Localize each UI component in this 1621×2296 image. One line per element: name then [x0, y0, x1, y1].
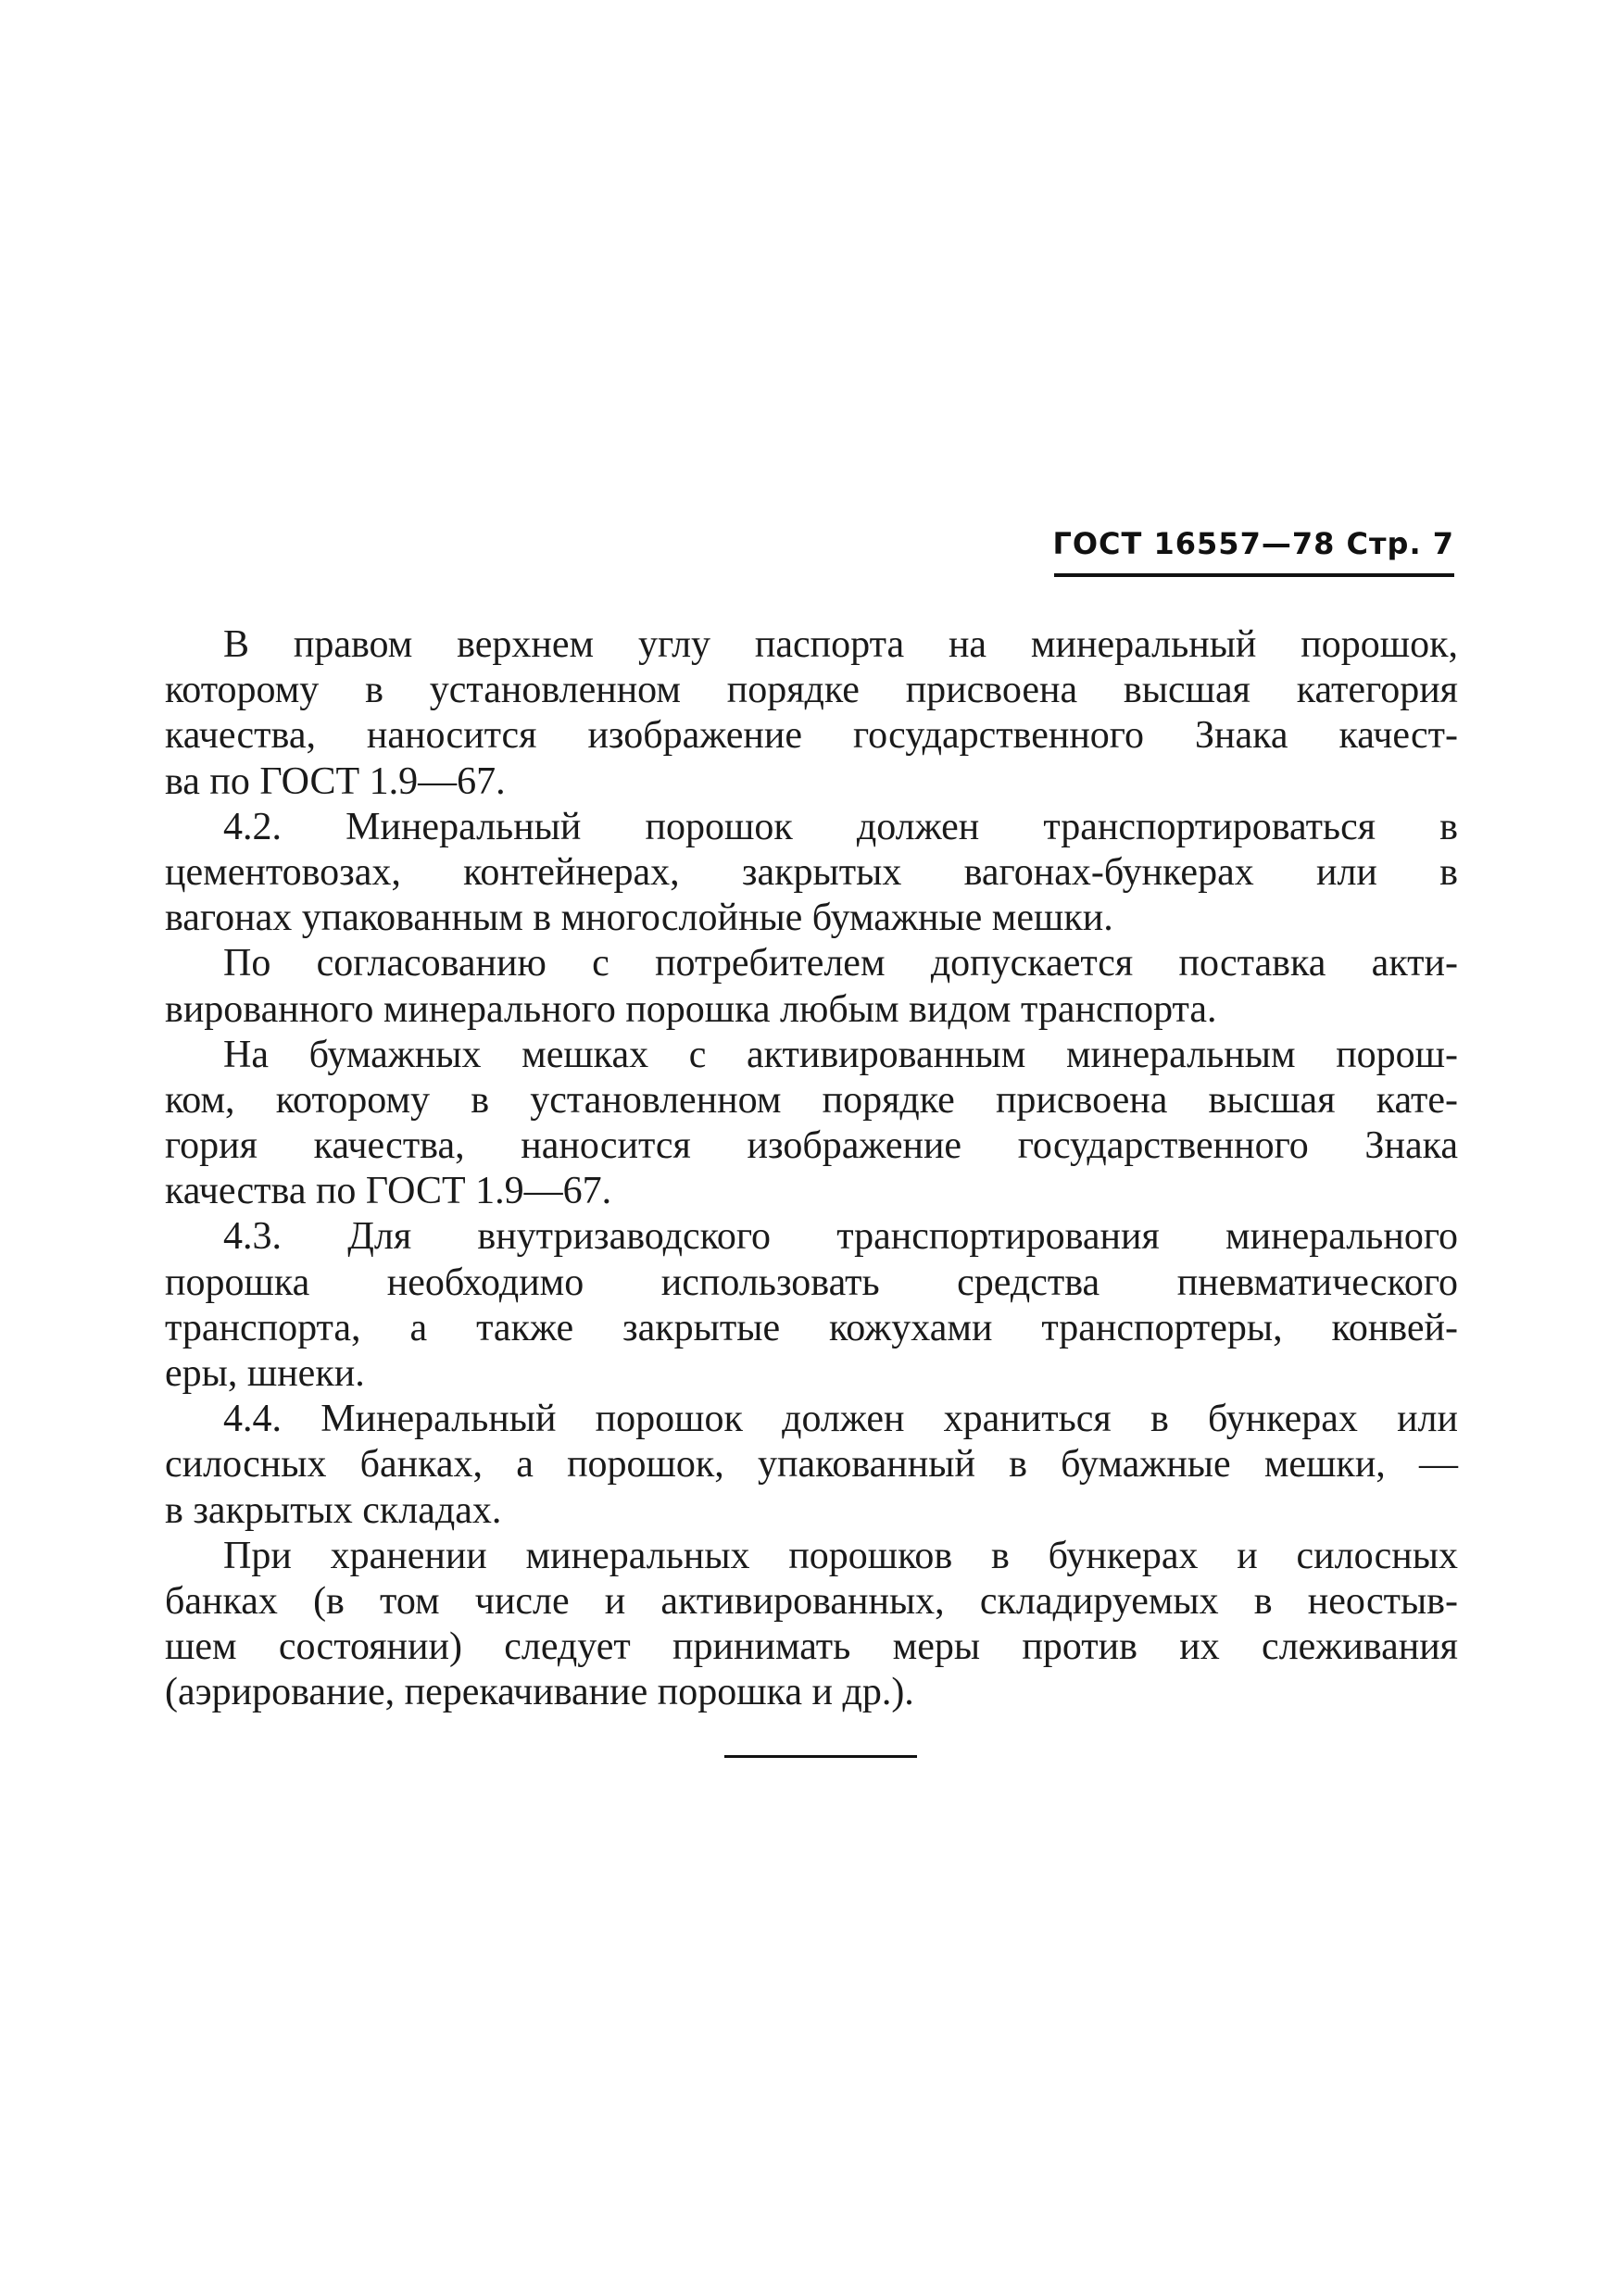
text-line: (аэрирование, перекачивание порошка и др.). [165, 1671, 914, 1714]
text-line: 4.4. Минеральный порошок должен храниться в бункерах или [223, 1398, 1458, 1441]
text-line: ком, которому в установленном порядке присвоена высшая кате- [165, 1078, 1458, 1122]
text-line: в закрытых складах. [165, 1488, 502, 1532]
text-line: вированного минерального порошка любым видом транспорта. [165, 987, 1217, 1031]
text-line: качества, наносится изображение государственного Знака качест- [165, 714, 1458, 758]
text-line: вагонах упакованным в многослойные бумажные мешки. [165, 897, 1113, 940]
body-text [165, 622, 1458, 1716]
text-line: силосных банках, а порошок, упакованный в бумажные мешки, — [165, 1443, 1458, 1487]
text-line: порошка необходимо использовать средства пневматического [165, 1261, 1458, 1304]
text-line: По согласованию с потребителем допускается поставка акти- [223, 942, 1458, 985]
text-line: еры, шнеки. [165, 1352, 365, 1395]
page-header: ГОСТ 16557—78 Стр. 7 [1052, 526, 1454, 561]
text-line: В правом верхнем углу паспорта на минеральный порошок, [223, 623, 1458, 666]
header-rule [1054, 573, 1454, 577]
text-line: которому в установленном порядке присвоена высшая категория [165, 669, 1458, 712]
text-line: ва по ГОСТ 1.9—67. [165, 759, 506, 803]
text-line: При хранении минеральных порошков в бункерах и силосных [223, 1534, 1458, 1577]
text-line: 4.3. Для внутризаводского транспортирования минерального [223, 1215, 1458, 1259]
text-line: цементовозах, контейнерах, закрытых вагонах-бункерах или в [165, 850, 1458, 894]
text-line: транспорта, а также закрытые кожухами транспортеры, конвей- [165, 1306, 1458, 1349]
text-line: шем состоянии) следует принимать меры против их слеживания [165, 1625, 1458, 1669]
text-line: банках (в том числе и активированных, складируемых в неостыв- [165, 1579, 1458, 1623]
text-line: качества по ГОСТ 1.9—67. [165, 1170, 612, 1213]
end-rule [724, 1755, 917, 1758]
text-line: гория качества, наносится изображение государственного Знака [165, 1124, 1458, 1168]
text-line: 4.2. Минеральный порошок должен транспортироваться в [223, 805, 1458, 848]
text-line: На бумажных мешках с активированным минеральным порош- [223, 1033, 1458, 1076]
